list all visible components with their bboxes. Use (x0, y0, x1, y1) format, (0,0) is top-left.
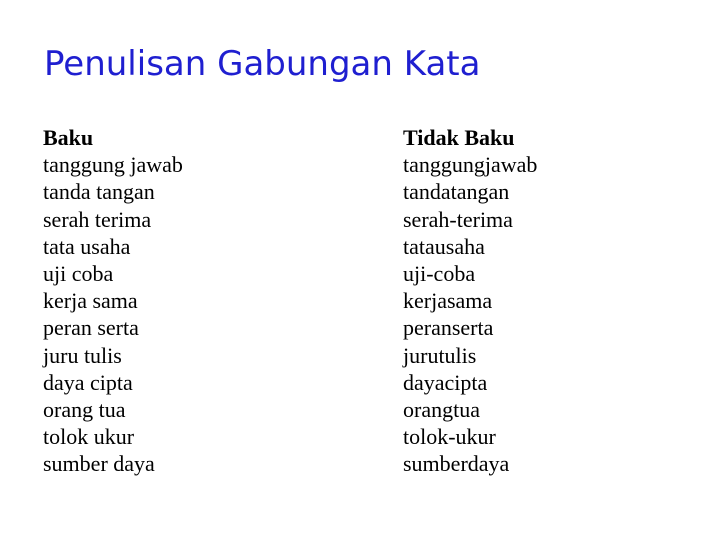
tidak-baku-word: tolok-ukur (403, 424, 496, 450)
baku-word: tanggung jawab (43, 152, 183, 178)
tidak-baku-word: dayacipta (403, 369, 488, 395)
tidak-baku-word: kerjasama (403, 288, 493, 314)
tidak-baku-word: orangtua (403, 397, 480, 423)
baku-word: sumber daya (43, 451, 155, 477)
baku-word: daya cipta (43, 369, 133, 395)
baku-column (43, 124, 183, 478)
baku-word: juru tulis (43, 342, 122, 368)
baku-word: tanda tangan (43, 179, 155, 205)
tidak-baku-word: jurutulis (403, 342, 477, 368)
baku-word: uji coba (43, 261, 114, 287)
baku-word: orang tua (43, 397, 126, 423)
tidak-baku-word: serah-terima (403, 206, 513, 232)
tidak-baku-word: uji-coba (403, 261, 476, 287)
tidak-baku-word: tanggungjawab (403, 152, 538, 178)
baku-column-header: Baku (43, 125, 94, 150)
slide-title: Penulisan Gabungan Kata (44, 44, 481, 84)
tidak-baku-column-header: Tidak Baku (403, 125, 515, 150)
tidak-baku-word: peranserta (403, 315, 494, 341)
tidak-baku-word: sumberdaya (403, 451, 510, 477)
tidak-baku-column (403, 124, 537, 478)
baku-word: tata usaha (43, 233, 131, 259)
baku-word: tolok ukur (43, 424, 135, 450)
tidak-baku-word-list (403, 151, 537, 477)
baku-word: kerja sama (43, 288, 138, 314)
baku-word: serah terima (43, 206, 152, 232)
baku-word-list (43, 151, 183, 477)
tidak-baku-word: tandatangan (403, 179, 510, 205)
tidak-baku-word: tatausaha (403, 233, 485, 259)
baku-word: peran serta (43, 315, 139, 341)
